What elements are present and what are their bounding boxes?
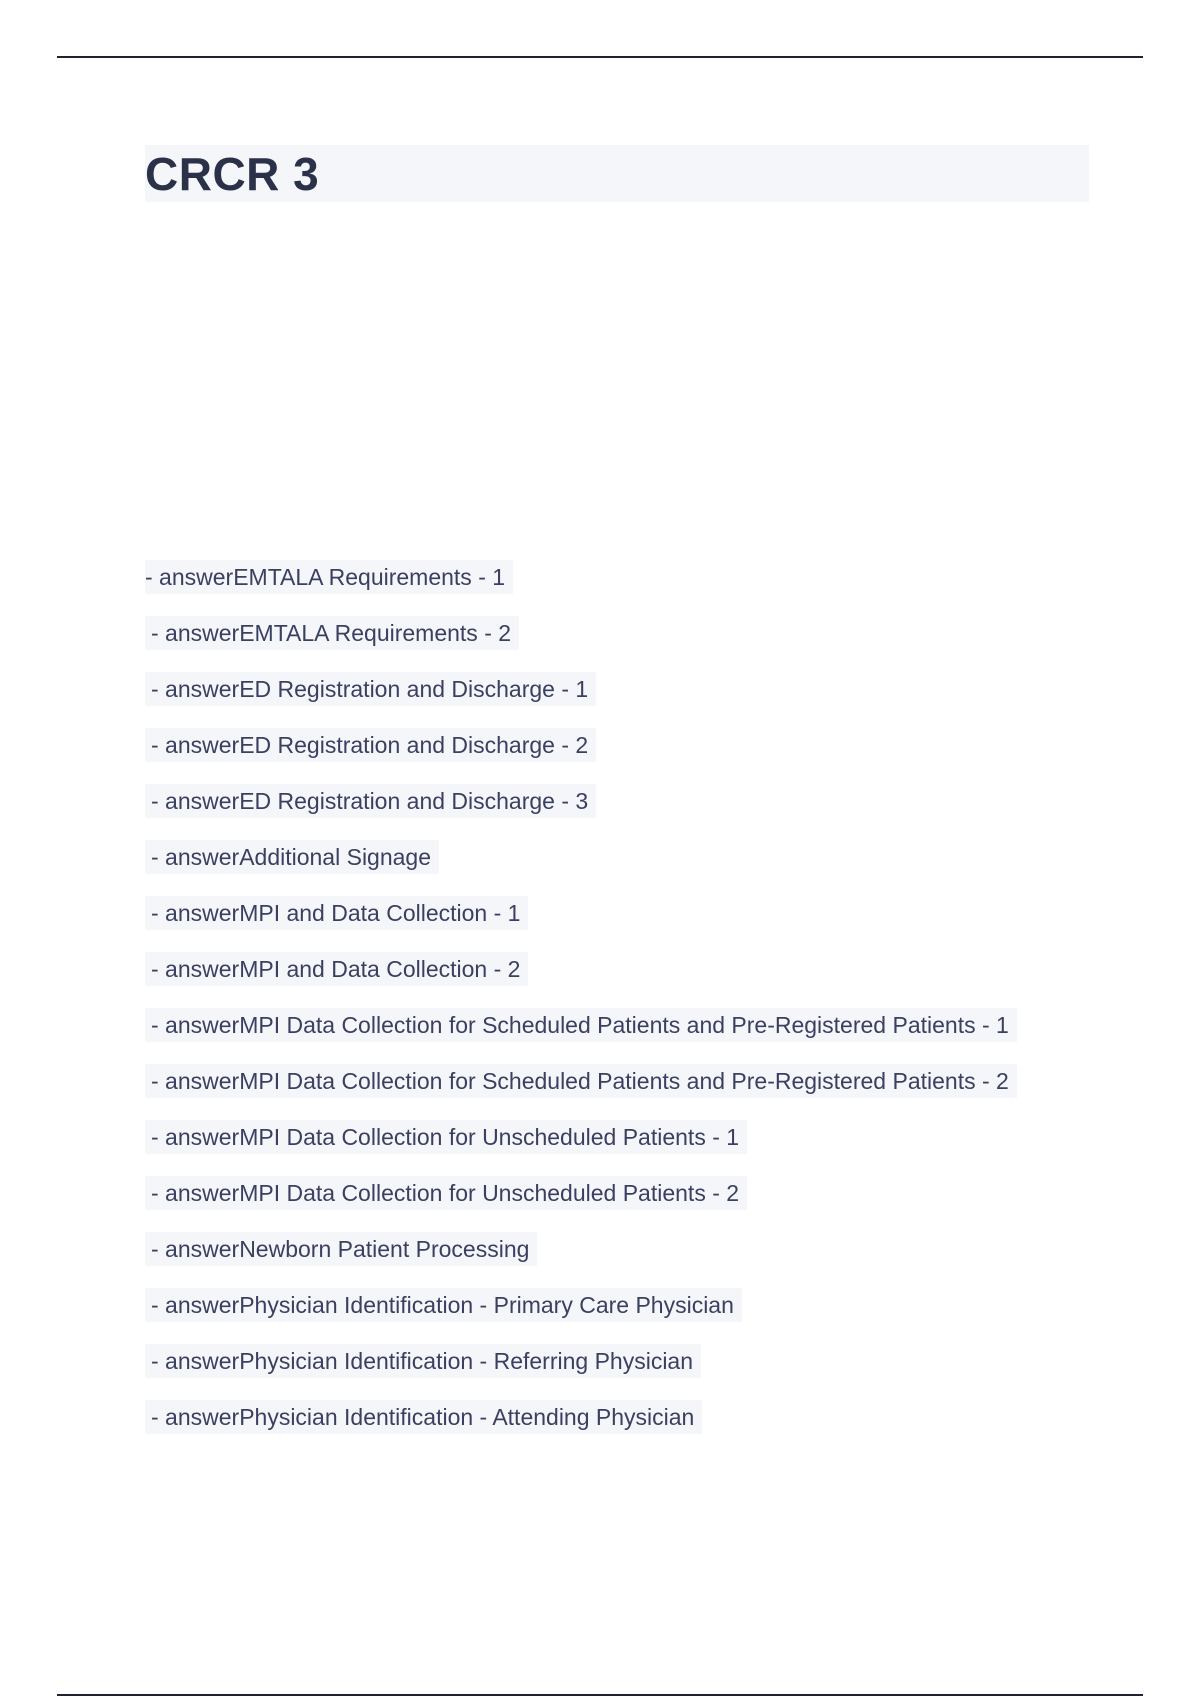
list-item-text: - answerMPI Data Collection for Unscheduled Patients - 1 <box>145 1120 747 1154</box>
list-item-text: - answerMPI Data Collection for Unscheduled Patients - 2 <box>145 1176 747 1210</box>
list-item <box>145 1344 1125 1400</box>
header-rule <box>57 56 1143 58</box>
list-item <box>145 728 1125 784</box>
list-item-text: - answerEMTALA Requirements - 1 <box>145 560 513 594</box>
list-item <box>145 952 1125 1008</box>
list-item <box>145 1176 1125 1232</box>
list-item-text: - answerAdditional Signage <box>145 840 439 874</box>
list-item-text: - answerNewborn Patient Processing <box>145 1232 537 1266</box>
list-item-text: - answerPhysician Identification - Attending Physician <box>145 1400 702 1434</box>
list-item <box>145 560 1125 616</box>
list-item-text: - answerED Registration and Discharge - 3 <box>145 784 596 818</box>
list-item-text: - answerEMTALA Requirements - 2 <box>145 616 519 650</box>
list-item <box>145 840 1125 896</box>
list-item <box>145 616 1125 672</box>
list-item <box>145 1120 1125 1176</box>
list-item-text: - answerMPI Data Collection for Scheduled Patients and Pre-Registered Patients - 2 <box>145 1064 1017 1098</box>
list-item-text: - answerED Registration and Discharge - 2 <box>145 728 596 762</box>
answer-list <box>145 560 1125 1456</box>
list-item-text: - answerPhysician Identification - Referring Physician <box>145 1344 701 1378</box>
list-item <box>145 1008 1125 1064</box>
list-item <box>145 1232 1125 1288</box>
list-item <box>145 1400 1125 1456</box>
list-item-text: - answerMPI Data Collection for Scheduled Patients and Pre-Registered Patients - 1 <box>145 1008 1017 1042</box>
footer-rule <box>57 1694 1143 1696</box>
list-item <box>145 784 1125 840</box>
list-item <box>145 1288 1125 1344</box>
list-item-text: - answerMPI and Data Collection - 1 <box>145 896 528 930</box>
list-item <box>145 1064 1125 1120</box>
list-item <box>145 896 1125 952</box>
page-title: CRCR 3 <box>145 147 320 200</box>
title-highlight <box>145 145 1089 202</box>
list-item-text: - answerED Registration and Discharge - 1 <box>145 672 596 706</box>
list-item-text: - answerPhysician Identification - Primary Care Physician <box>145 1288 742 1322</box>
list-item <box>145 672 1125 728</box>
list-item-text: - answerMPI and Data Collection - 2 <box>145 952 528 986</box>
